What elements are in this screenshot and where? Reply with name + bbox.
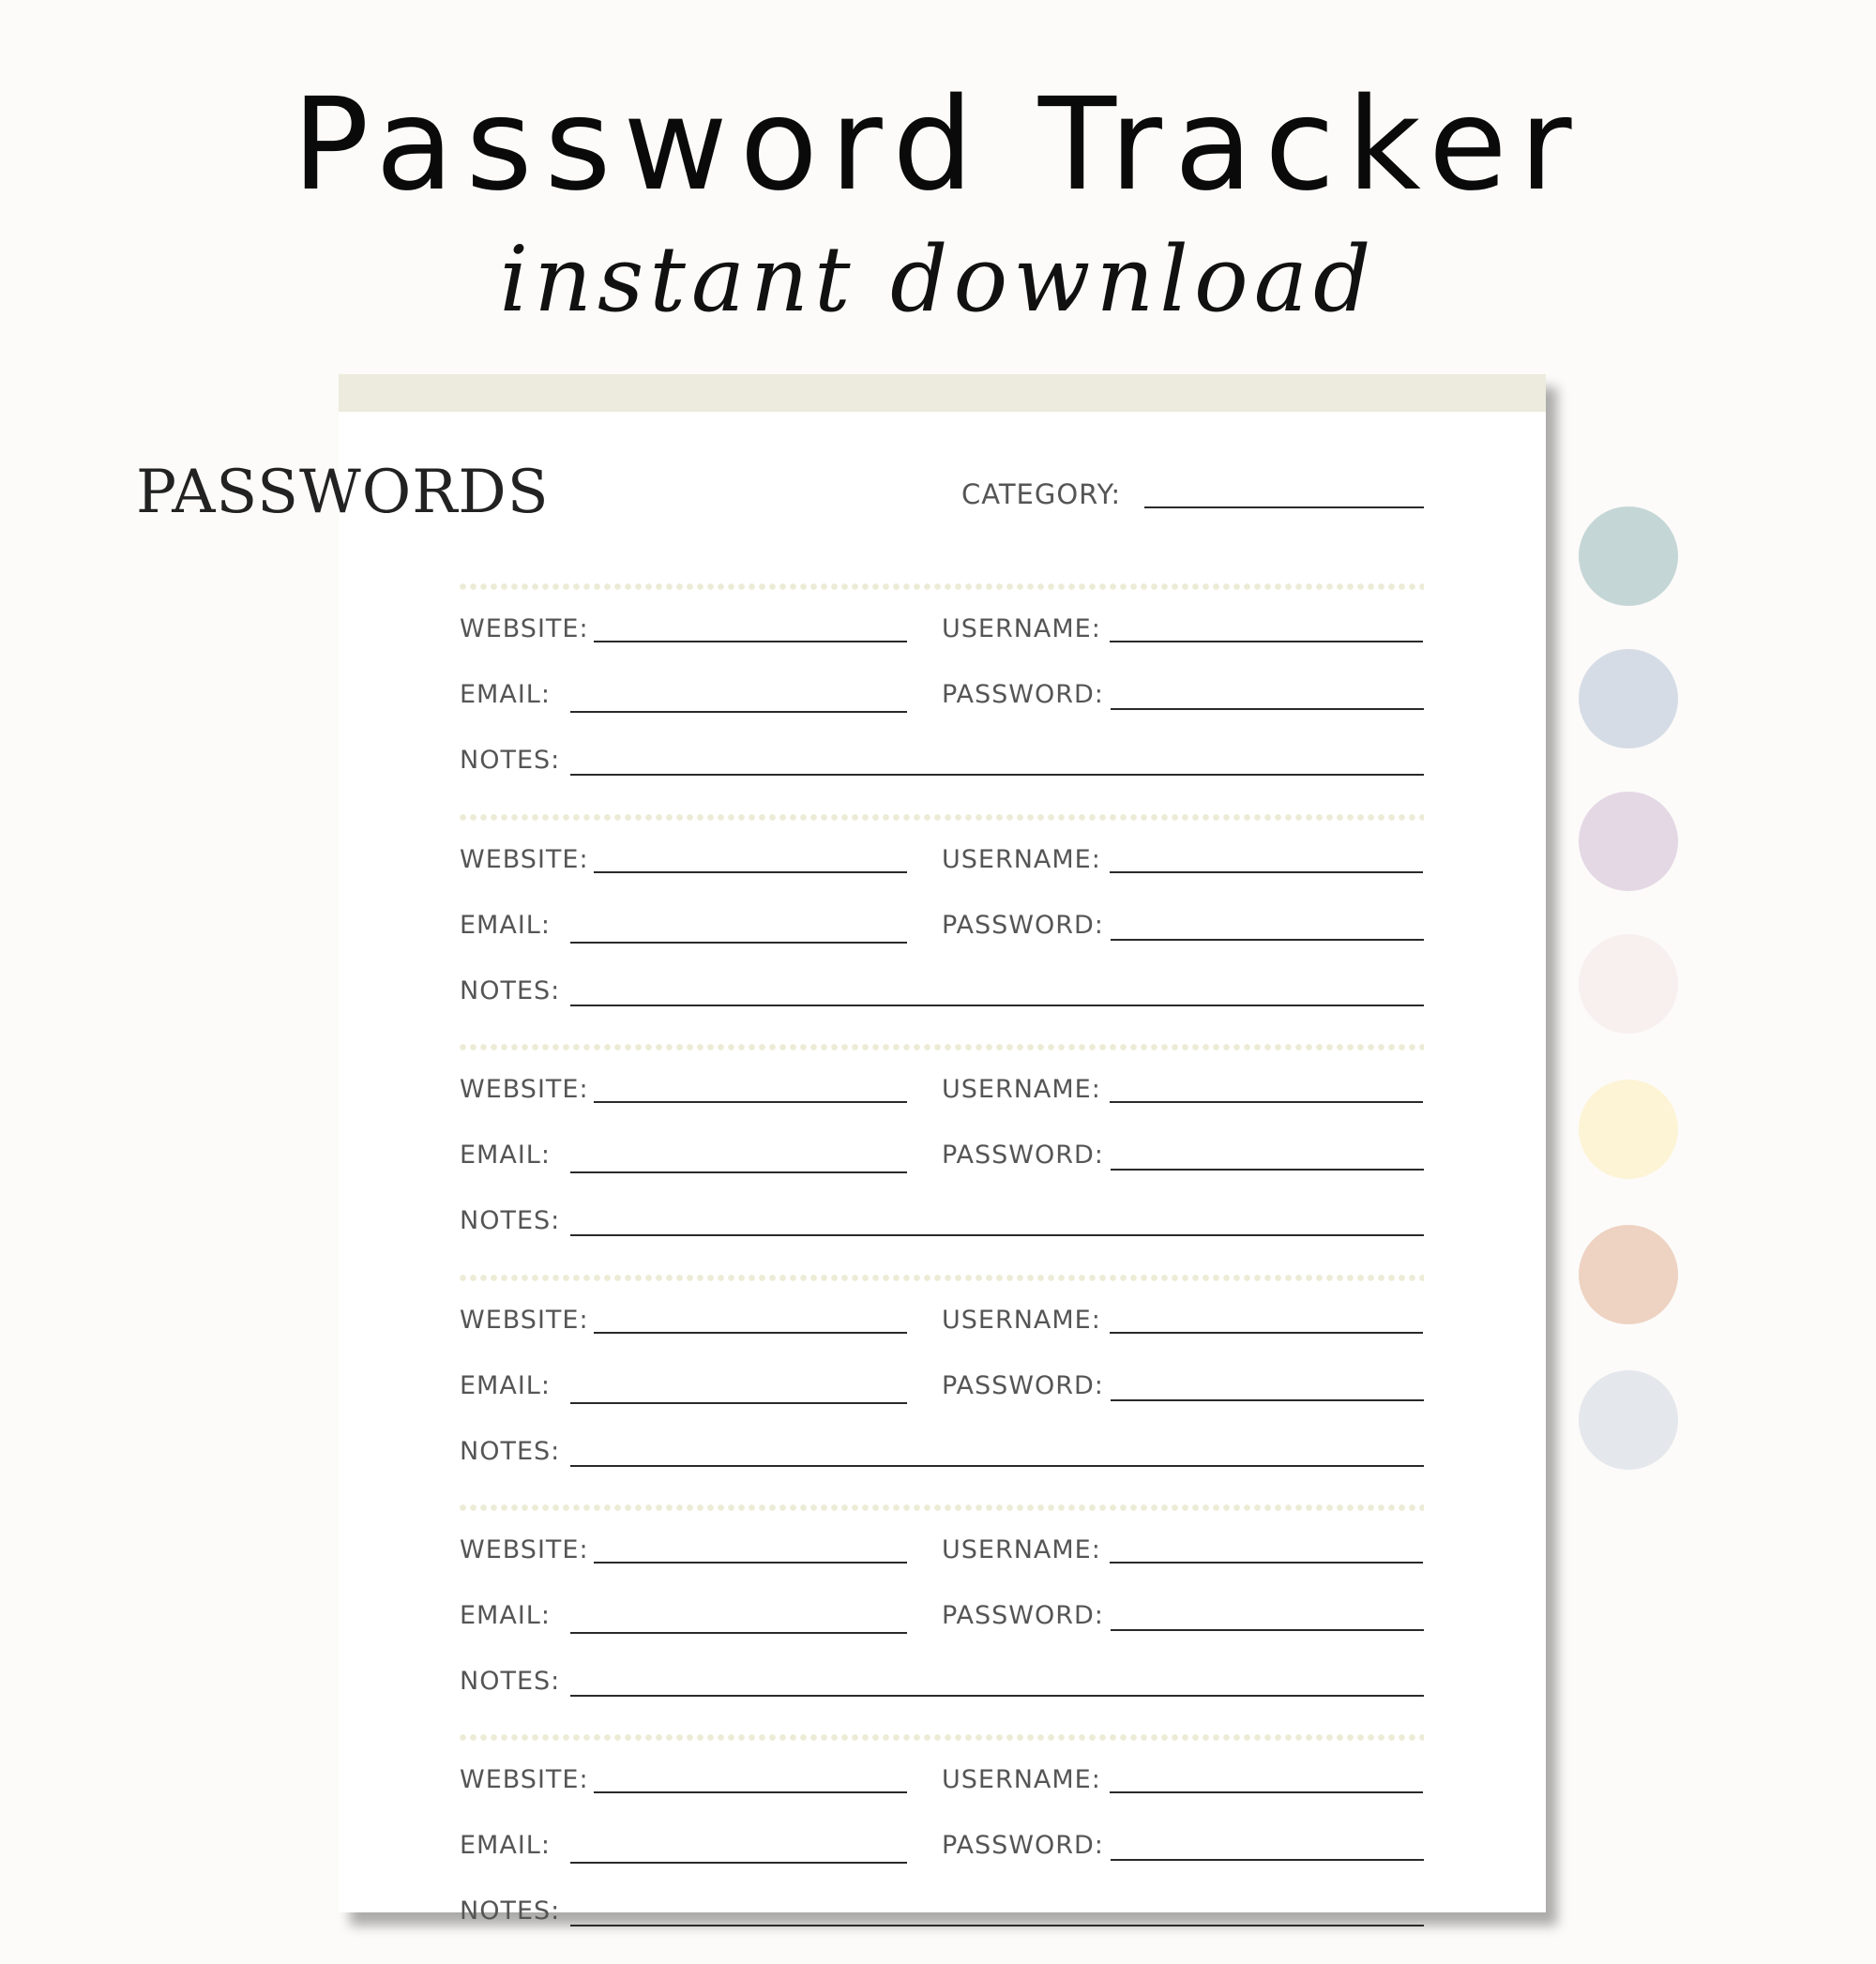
username-field-line[interactable] bbox=[1110, 1332, 1423, 1334]
password-field-line[interactable] bbox=[1111, 1629, 1424, 1631]
sheet-heading: PASSWORDS bbox=[136, 458, 550, 527]
notes-label: NOTES: bbox=[460, 1206, 561, 1235]
swatch-sage[interactable] bbox=[1579, 506, 1678, 606]
email-label: EMAIL: bbox=[460, 1141, 551, 1170]
subtitle: instant download bbox=[499, 227, 1377, 332]
password-label: PASSWORD: bbox=[942, 1601, 1104, 1630]
password-entry bbox=[458, 1734, 1424, 1964]
username-label: USERNAME: bbox=[942, 845, 1101, 874]
email-label: EMAIL: bbox=[460, 1371, 551, 1400]
website-label: WEBSITE: bbox=[460, 614, 589, 643]
swatch-grey[interactable] bbox=[1579, 1370, 1678, 1470]
notes-field-line[interactable] bbox=[570, 1005, 1424, 1006]
website-label: WEBSITE: bbox=[460, 845, 589, 874]
notes-label: NOTES: bbox=[460, 1667, 561, 1696]
email-label: EMAIL: bbox=[460, 680, 551, 709]
email-field-line[interactable] bbox=[570, 942, 907, 944]
email-field-line[interactable] bbox=[570, 1632, 907, 1634]
username-field-line[interactable] bbox=[1110, 1791, 1423, 1793]
password-label: PASSWORD: bbox=[942, 1831, 1104, 1860]
password-label: PASSWORD: bbox=[942, 1371, 1104, 1400]
category-line bbox=[1144, 506, 1424, 508]
swatch-peach[interactable] bbox=[1579, 1225, 1678, 1324]
notes-field-line[interactable] bbox=[570, 1465, 1424, 1467]
main-title: Password Tracker bbox=[292, 71, 1584, 219]
website-field-line[interactable] bbox=[594, 1332, 907, 1334]
notes-label: NOTES: bbox=[460, 746, 561, 775]
website-label: WEBSITE: bbox=[460, 1765, 589, 1794]
username-field-line[interactable] bbox=[1110, 641, 1423, 642]
website-field-line[interactable] bbox=[594, 1791, 907, 1793]
password-label: PASSWORD: bbox=[942, 1141, 1104, 1170]
username-field-line[interactable] bbox=[1110, 1562, 1423, 1564]
password-entry bbox=[458, 1275, 1424, 1504]
dotted-divider bbox=[458, 1275, 1424, 1281]
website-field-line[interactable] bbox=[594, 1562, 907, 1564]
swatch-lavender[interactable] bbox=[1579, 792, 1678, 891]
username-label: USERNAME: bbox=[942, 614, 1101, 643]
notes-field-line[interactable] bbox=[570, 1925, 1424, 1926]
notes-label: NOTES: bbox=[460, 1896, 561, 1926]
notes-label: NOTES: bbox=[460, 976, 561, 1005]
dotted-divider bbox=[458, 1734, 1424, 1741]
sheet-top-band bbox=[339, 374, 1546, 412]
website-label: WEBSITE: bbox=[460, 1075, 589, 1104]
website-label: WEBSITE: bbox=[460, 1535, 589, 1564]
email-field-line[interactable] bbox=[570, 1862, 907, 1864]
notes-label: NOTES: bbox=[460, 1437, 561, 1466]
notes-field-line[interactable] bbox=[570, 1234, 1424, 1236]
password-field-line[interactable] bbox=[1111, 1859, 1424, 1861]
email-field-line[interactable] bbox=[570, 711, 907, 713]
password-field-line[interactable] bbox=[1111, 939, 1424, 941]
password-entry bbox=[458, 1504, 1424, 1734]
password-label: PASSWORD: bbox=[942, 680, 1104, 709]
password-label: PASSWORD: bbox=[942, 911, 1104, 940]
username-field-line[interactable] bbox=[1110, 871, 1423, 873]
swatch-yellow[interactable] bbox=[1579, 1080, 1678, 1179]
email-label: EMAIL: bbox=[460, 911, 551, 940]
username-label: USERNAME: bbox=[942, 1306, 1101, 1335]
password-entry bbox=[458, 1044, 1424, 1274]
email-field-line[interactable] bbox=[570, 1402, 907, 1404]
dotted-divider bbox=[458, 1044, 1424, 1050]
email-field-line[interactable] bbox=[570, 1171, 907, 1173]
email-label: EMAIL: bbox=[460, 1601, 551, 1630]
password-field-line[interactable] bbox=[1111, 1169, 1424, 1171]
dotted-divider bbox=[458, 583, 1424, 590]
notes-field-line[interactable] bbox=[570, 1695, 1424, 1697]
password-field-line[interactable] bbox=[1111, 708, 1424, 710]
username-label: USERNAME: bbox=[942, 1765, 1101, 1794]
password-field-line[interactable] bbox=[1111, 1399, 1424, 1401]
username-label: USERNAME: bbox=[942, 1535, 1101, 1564]
username-field-line[interactable] bbox=[1110, 1101, 1423, 1103]
username-label: USERNAME: bbox=[942, 1075, 1101, 1104]
website-field-line[interactable] bbox=[594, 1101, 907, 1103]
website-label: WEBSITE: bbox=[460, 1306, 589, 1335]
website-field-line[interactable] bbox=[594, 871, 907, 873]
dotted-divider bbox=[458, 1504, 1424, 1511]
swatch-blue[interactable] bbox=[1579, 649, 1678, 748]
dotted-divider bbox=[458, 814, 1424, 821]
notes-field-line[interactable] bbox=[570, 774, 1424, 776]
category-label: CATEGORY: bbox=[961, 478, 1122, 510]
password-entry bbox=[458, 583, 1424, 813]
website-field-line[interactable] bbox=[594, 641, 907, 642]
password-entry bbox=[458, 814, 1424, 1044]
swatch-blush[interactable] bbox=[1579, 934, 1678, 1034]
email-label: EMAIL: bbox=[460, 1831, 551, 1860]
